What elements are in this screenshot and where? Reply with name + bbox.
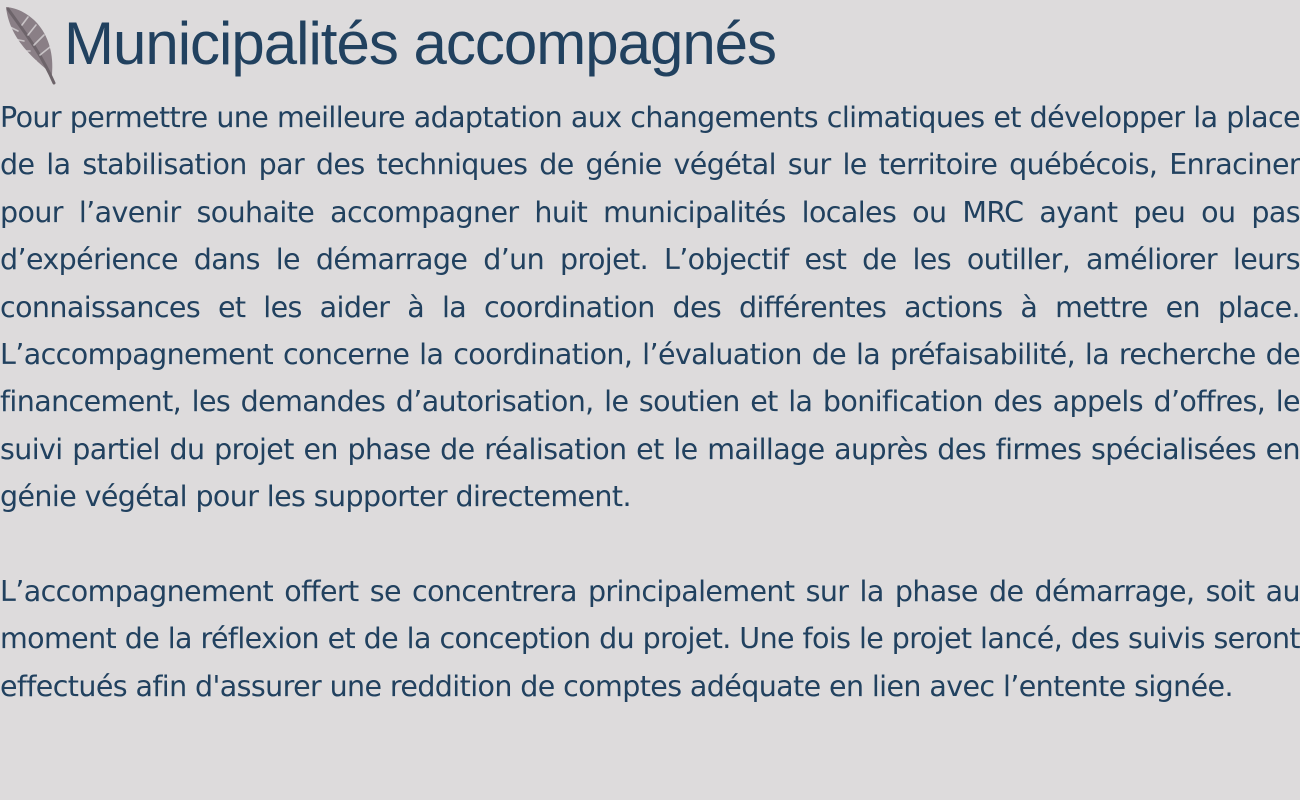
- leaf-icon: [0, 3, 58, 85]
- section-heading: [0, 2, 776, 86]
- body-text: [0, 94, 1300, 710]
- paragraph-followup: L’accompagnement offert se concentrera principalement sur la phase de démarrage, soit au moment de la réflexion et de la conception du projet. Une fois le projet lancé, des suivis seront effectués afin d'assurer une reddition de comptes adéquate en lien avec l’entente signée.: [0, 575, 1300, 703]
- page-title: Municipalités accompagnés: [64, 10, 777, 77]
- paragraph-intro: Pour permettre une meilleure adaptation aux changements climatiques et développer la place de la stabilisation par des techniques de génie végétal sur le territoire québécois, Enraciner pour l’avenir souhaite accompagner huit municipalités locales ou MRC ayant peu ou pas d’expérience dans le démarrage d’un projet. L’objectif est de les outiller, améliorer leurs connaissances et les aider à la coordination des différentes actions à mettre en place. L’accompagnement concerne la coordination, l’évaluation de la préfaisabilité, la recherche de financement, les demandes d’autorisation, le soutien et la bonification des appels d’offres, le suivi partiel du projet en phase de réalisation et le maillage auprès des firmes spécialisées en génie végétal pour les supporter directement.: [0, 101, 1300, 514]
